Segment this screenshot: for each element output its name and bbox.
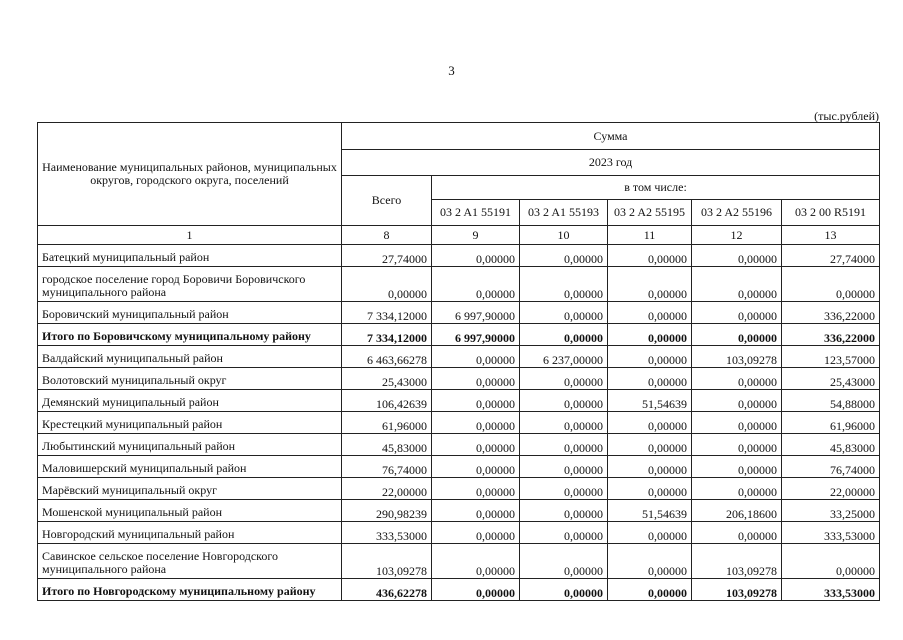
row-value-cell: 0,00000 bbox=[342, 267, 432, 302]
row-name-cell: Волотовский муниципальный округ bbox=[38, 368, 342, 390]
row-name-cell: Мошенской муниципальный район bbox=[38, 500, 342, 522]
header-code: 03 2 00 R5191 bbox=[782, 200, 880, 226]
row-value-cell: 0,00000 bbox=[608, 412, 692, 434]
row-value-cell: 0,00000 bbox=[520, 245, 608, 267]
header-code: 03 2 A2 55195 bbox=[608, 200, 692, 226]
row-value-cell: 22,00000 bbox=[782, 478, 880, 500]
row-value-cell: 0,00000 bbox=[692, 390, 782, 412]
row-value-cell: 7 334,12000 bbox=[342, 302, 432, 324]
row-value-cell: 0,00000 bbox=[432, 267, 520, 302]
row-value-cell: 0,00000 bbox=[692, 456, 782, 478]
header-code: 03 2 A1 55191 bbox=[432, 200, 520, 226]
row-value-cell: 45,83000 bbox=[782, 434, 880, 456]
row-name-cell: Боровичский муниципальный район bbox=[38, 302, 342, 324]
row-value-cell: 6 997,90000 bbox=[432, 302, 520, 324]
row-value-cell: 106,42639 bbox=[342, 390, 432, 412]
row-value-cell: 61,96000 bbox=[342, 412, 432, 434]
table-row bbox=[38, 500, 880, 522]
table-row bbox=[38, 368, 880, 390]
table-body bbox=[38, 245, 880, 601]
row-name-cell: Савинское сельское поселение Новгородского муниципального района bbox=[38, 544, 342, 579]
row-value-cell: 0,00000 bbox=[520, 434, 608, 456]
row-value-cell: 0,00000 bbox=[432, 434, 520, 456]
row-value-cell: 33,25000 bbox=[782, 500, 880, 522]
row-value-cell: 0,00000 bbox=[520, 267, 608, 302]
table-row bbox=[38, 544, 880, 579]
row-value-cell: 0,00000 bbox=[432, 478, 520, 500]
row-value-cell: 0,00000 bbox=[692, 302, 782, 324]
row-value-cell: 7 334,12000 bbox=[342, 324, 432, 346]
column-number: 12 bbox=[692, 226, 782, 245]
row-value-cell: 0,00000 bbox=[520, 302, 608, 324]
row-name-cell: Итого по Новгородскому муниципальному району bbox=[38, 579, 342, 601]
row-value-cell: 0,00000 bbox=[608, 456, 692, 478]
row-value-cell: 0,00000 bbox=[608, 302, 692, 324]
table-row bbox=[38, 478, 880, 500]
row-name-cell: городское поселение город Боровичи Боровичского муниципального района bbox=[38, 267, 342, 302]
table-row bbox=[38, 412, 880, 434]
row-value-cell: 76,74000 bbox=[782, 456, 880, 478]
row-value-cell: 0,00000 bbox=[520, 478, 608, 500]
row-value-cell: 333,53000 bbox=[782, 579, 880, 601]
row-name-cell: Итого по Боровичскому муниципальному району bbox=[38, 324, 342, 346]
row-value-cell: 0,00000 bbox=[432, 500, 520, 522]
row-value-cell: 0,00000 bbox=[432, 579, 520, 601]
row-value-cell: 0,00000 bbox=[782, 267, 880, 302]
row-name-cell: Демянский муниципальный район bbox=[38, 390, 342, 412]
row-value-cell: 336,22000 bbox=[782, 324, 880, 346]
units-label: (тыс.рублей) bbox=[814, 109, 879, 123]
row-value-cell: 103,09278 bbox=[692, 346, 782, 368]
table-row bbox=[38, 245, 880, 267]
column-number: 8 bbox=[342, 226, 432, 245]
row-value-cell: 51,54639 bbox=[608, 390, 692, 412]
table-row bbox=[38, 390, 880, 412]
row-value-cell: 336,22000 bbox=[782, 302, 880, 324]
row-value-cell: 0,00000 bbox=[432, 412, 520, 434]
row-value-cell: 0,00000 bbox=[432, 245, 520, 267]
row-value-cell: 25,43000 bbox=[342, 368, 432, 390]
table-total-row bbox=[38, 579, 880, 601]
row-value-cell: 0,00000 bbox=[692, 324, 782, 346]
row-name-cell: Марёвский муниципальный округ bbox=[38, 478, 342, 500]
row-value-cell: 0,00000 bbox=[520, 412, 608, 434]
row-value-cell: 0,00000 bbox=[432, 368, 520, 390]
row-name-cell: Валдайский муниципальный район bbox=[38, 346, 342, 368]
table-row bbox=[38, 522, 880, 544]
row-value-cell: 6 997,90000 bbox=[432, 324, 520, 346]
row-value-cell: 0,00000 bbox=[608, 434, 692, 456]
row-value-cell: 0,00000 bbox=[782, 544, 880, 579]
row-value-cell: 0,00000 bbox=[432, 346, 520, 368]
row-value-cell: 290,98239 bbox=[342, 500, 432, 522]
row-value-cell: 0,00000 bbox=[692, 267, 782, 302]
row-value-cell: 0,00000 bbox=[520, 500, 608, 522]
column-number: 1 bbox=[38, 226, 342, 245]
table-row bbox=[38, 302, 880, 324]
header-including: в том числе: bbox=[432, 176, 880, 200]
row-value-cell: 0,00000 bbox=[520, 579, 608, 601]
row-value-cell: 0,00000 bbox=[520, 544, 608, 579]
row-name-cell: Батецкий муниципальный район bbox=[38, 245, 342, 267]
header-total: Всего bbox=[342, 176, 432, 226]
row-name-cell: Маловишерский муниципальный район bbox=[38, 456, 342, 478]
row-value-cell: 25,43000 bbox=[782, 368, 880, 390]
row-value-cell: 0,00000 bbox=[520, 456, 608, 478]
table-total-row bbox=[38, 324, 880, 346]
row-name-cell: Любытинский муниципальный район bbox=[38, 434, 342, 456]
row-value-cell: 103,09278 bbox=[692, 579, 782, 601]
row-value-cell: 0,00000 bbox=[608, 478, 692, 500]
row-value-cell: 0,00000 bbox=[608, 324, 692, 346]
row-value-cell: 333,53000 bbox=[782, 522, 880, 544]
header-sum: Сумма bbox=[342, 123, 880, 150]
row-value-cell: 22,00000 bbox=[342, 478, 432, 500]
row-value-cell: 27,74000 bbox=[342, 245, 432, 267]
row-value-cell: 0,00000 bbox=[692, 434, 782, 456]
row-value-cell: 0,00000 bbox=[692, 368, 782, 390]
header-year: 2023 год bbox=[342, 150, 880, 176]
row-value-cell: 51,54639 bbox=[608, 500, 692, 522]
page-number: 3 bbox=[448, 63, 455, 78]
table-row bbox=[38, 434, 880, 456]
row-value-cell: 0,00000 bbox=[432, 390, 520, 412]
table-row bbox=[38, 346, 880, 368]
column-number: 9 bbox=[432, 226, 520, 245]
row-value-cell: 0,00000 bbox=[520, 522, 608, 544]
row-value-cell: 0,00000 bbox=[608, 544, 692, 579]
row-value-cell: 206,18600 bbox=[692, 500, 782, 522]
row-value-cell: 0,00000 bbox=[608, 346, 692, 368]
header-name-column: Наименование муниципальных районов, муниципальных округов, городского округа, поселений bbox=[38, 123, 342, 226]
row-value-cell: 0,00000 bbox=[520, 368, 608, 390]
row-value-cell: 6 237,00000 bbox=[520, 346, 608, 368]
row-value-cell: 0,00000 bbox=[608, 522, 692, 544]
row-value-cell: 123,57000 bbox=[782, 346, 880, 368]
row-value-cell: 103,09278 bbox=[342, 544, 432, 579]
column-number: 11 bbox=[608, 226, 692, 245]
row-value-cell: 6 463,66278 bbox=[342, 346, 432, 368]
row-value-cell: 0,00000 bbox=[608, 579, 692, 601]
row-value-cell: 0,00000 bbox=[608, 368, 692, 390]
row-value-cell: 0,00000 bbox=[692, 522, 782, 544]
row-value-cell: 0,00000 bbox=[692, 478, 782, 500]
row-value-cell: 436,62278 bbox=[342, 579, 432, 601]
header-code: 03 2 A2 55196 bbox=[692, 200, 782, 226]
row-value-cell: 0,00000 bbox=[520, 390, 608, 412]
table-row bbox=[38, 456, 880, 478]
row-value-cell: 0,00000 bbox=[692, 412, 782, 434]
column-numbers-row bbox=[38, 226, 880, 245]
row-value-cell: 0,00000 bbox=[608, 267, 692, 302]
table-row bbox=[38, 267, 880, 302]
column-number: 13 bbox=[782, 226, 880, 245]
row-value-cell: 0,00000 bbox=[608, 245, 692, 267]
row-value-cell: 0,00000 bbox=[432, 522, 520, 544]
row-name-cell: Крестецкий муниципальный район bbox=[38, 412, 342, 434]
row-value-cell: 27,74000 bbox=[782, 245, 880, 267]
row-value-cell: 103,09278 bbox=[692, 544, 782, 579]
header-code: 03 2 A1 55193 bbox=[520, 200, 608, 226]
row-value-cell: 0,00000 bbox=[520, 324, 608, 346]
row-value-cell: 76,74000 bbox=[342, 456, 432, 478]
row-name-cell: Новгородский муниципальный район bbox=[38, 522, 342, 544]
row-value-cell: 0,00000 bbox=[432, 456, 520, 478]
row-value-cell: 45,83000 bbox=[342, 434, 432, 456]
column-number: 10 bbox=[520, 226, 608, 245]
row-value-cell: 0,00000 bbox=[692, 245, 782, 267]
row-value-cell: 54,88000 bbox=[782, 390, 880, 412]
row-value-cell: 61,96000 bbox=[782, 412, 880, 434]
row-value-cell: 0,00000 bbox=[432, 544, 520, 579]
row-value-cell: 333,53000 bbox=[342, 522, 432, 544]
budget-table bbox=[37, 122, 880, 601]
